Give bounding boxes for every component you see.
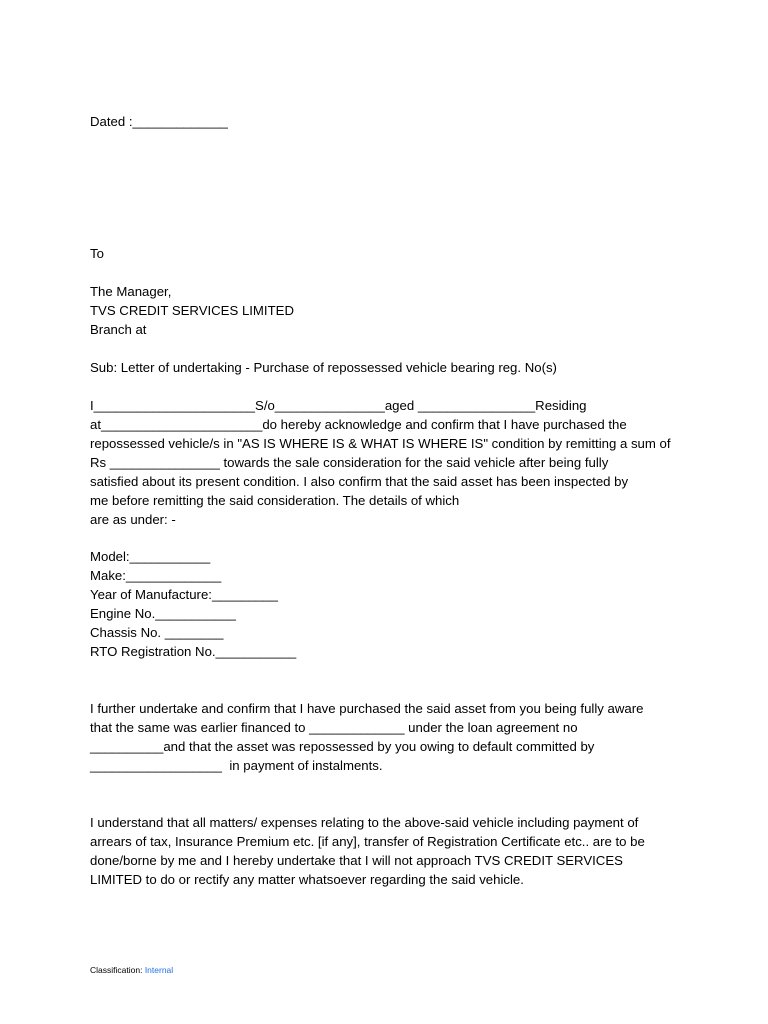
paragraph-line: I______________________S/o_______________aged ________________Residing <box>90 398 587 413</box>
paragraph-line: repossessed vehicle/s in "AS IS WHERE IS & WHAT IS WHERE IS" condition by remitting a sum of <box>90 436 671 451</box>
recipient-address <box>90 282 690 339</box>
paragraph-line: I further undertake and confirm that I have purchased the said asset from you being fully aware <box>90 701 644 716</box>
paragraph-line: __________________ in payment of instalments. <box>90 758 383 773</box>
to-label: To <box>90 246 104 261</box>
paragraph-acknowledgement <box>90 396 690 529</box>
paragraph-line: done/borne by me and I hereby undertake that I will not approach TVS CREDIT SERVICES <box>90 853 623 868</box>
paragraph-line: satisfied about its present condition. I also confirm that the said asset has been inspected by <box>90 474 629 489</box>
detail-engine: Engine No.___________ <box>90 606 236 621</box>
classification-label: Classification: <box>90 965 145 975</box>
paragraph-line: that the same was earlier financed to _____________ under the loan agreement no <box>90 720 578 735</box>
detail-model: Model:___________ <box>90 549 211 564</box>
paragraph-expenses <box>90 813 690 889</box>
paragraph-line: Rs _______________ towards the sale consideration for the said vehicle after being fully <box>90 455 609 470</box>
paragraph-line: at______________________do hereby acknowledge and confirm that I have purchased the <box>90 417 627 432</box>
paragraph-line: me before remitting the said consideration. The details of which <box>90 493 460 508</box>
paragraph-line: __________and that the asset was repossessed by you owing to default committed by <box>90 739 595 754</box>
detail-chassis: Chassis No. ________ <box>90 625 224 640</box>
detail-make: Make:_____________ <box>90 568 222 583</box>
address-line-3: Branch at <box>90 322 147 337</box>
address-line-1: The Manager, <box>90 284 172 299</box>
paragraph-undertaking <box>90 699 690 775</box>
paragraph-line: I understand that all matters/ expenses relating to the above-said vehicle including payment of <box>90 815 639 830</box>
vehicle-details-list <box>90 547 690 661</box>
dated-line: Dated :_____________ <box>90 114 228 129</box>
classification-footer <box>90 964 173 976</box>
detail-year: Year of Manufacture:_________ <box>90 587 278 602</box>
address-line-2: TVS CREDIT SERVICES LIMITED <box>90 303 294 318</box>
paragraph-line: arrears of tax, Insurance Premium etc. [if any], transfer of Registration Certificate etc.. are to be <box>90 834 645 849</box>
paragraph-line: are as under: - <box>90 512 176 527</box>
classification-value: Internal <box>144 965 174 975</box>
detail-rto: RTO Registration No.___________ <box>90 644 297 659</box>
subject-line: Sub: Letter of undertaking - Purchase of repossessed vehicle bearing reg. No(s) <box>90 360 557 375</box>
paragraph-line: LIMITED to do or rectify any matter whatsoever regarding the said vehicle. <box>90 872 524 887</box>
